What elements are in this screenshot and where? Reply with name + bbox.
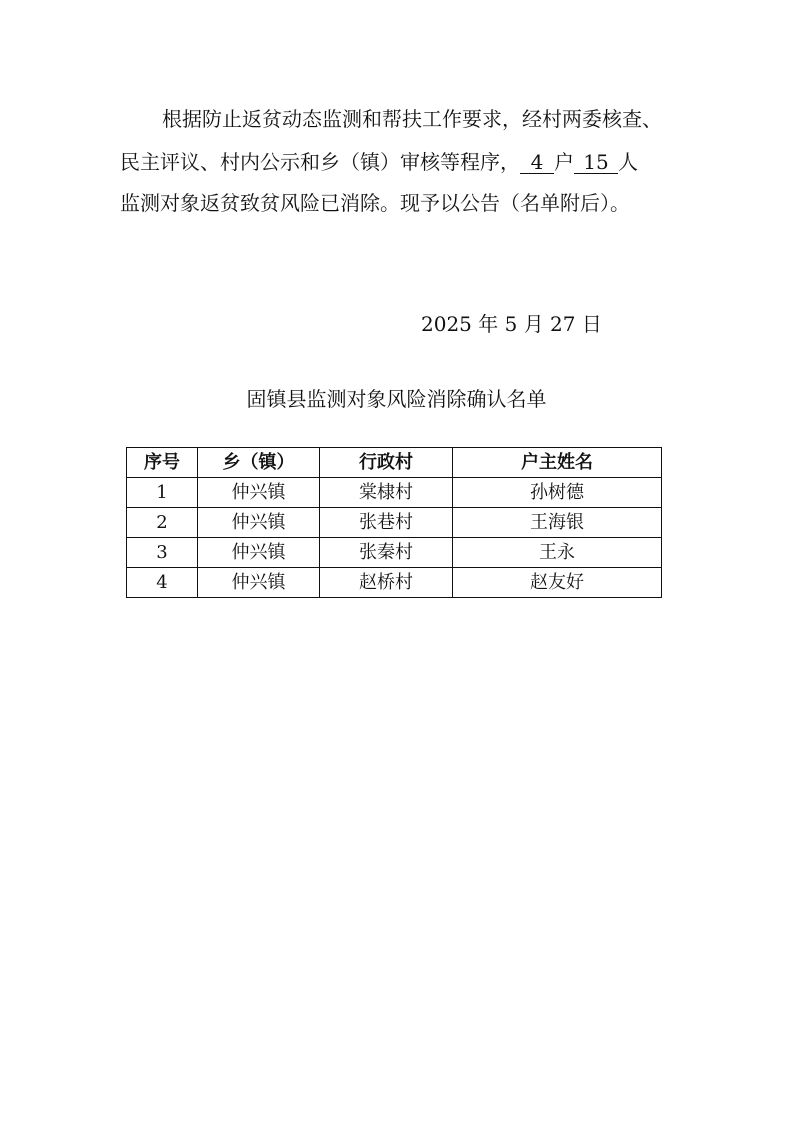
person-count: 15	[574, 151, 618, 174]
roster-table	[126, 447, 662, 598]
table-header-row	[127, 448, 662, 478]
notice-line-3: 监测对象返贫致贫风险已消除。现予以公告（名单附后）。	[120, 191, 630, 215]
cell-index: 1	[127, 478, 198, 508]
table-row	[127, 478, 662, 508]
cell-township: 仲兴镇	[198, 508, 320, 538]
household-unit: 户	[554, 150, 574, 174]
cell-householder: 王海银	[453, 508, 662, 538]
cell-township: 仲兴镇	[198, 478, 320, 508]
header-township: 乡（镇）	[198, 448, 320, 478]
cell-householder: 孙树德	[453, 478, 662, 508]
table-row	[127, 568, 662, 598]
household-count: 4	[520, 151, 554, 174]
cell-village: 张秦村	[320, 538, 453, 568]
cell-index: 3	[127, 538, 198, 568]
cell-householder: 赵友好	[453, 568, 662, 598]
header-householder: 户主姓名	[453, 448, 662, 478]
notice-date: 2025 年 5 月 27 日	[421, 312, 602, 336]
list-title: 固镇县监测对象风险消除确认名单	[246, 387, 547, 411]
cell-index: 4	[127, 568, 198, 598]
table-row	[127, 508, 662, 538]
cell-index: 2	[127, 508, 198, 538]
table-row	[127, 538, 662, 568]
person-unit: 人	[618, 150, 638, 174]
cell-township: 仲兴镇	[198, 568, 320, 598]
cell-householder: 王永	[453, 538, 662, 568]
cell-village: 张巷村	[320, 508, 453, 538]
header-index: 序号	[127, 448, 198, 478]
notice-line-2	[120, 150, 638, 174]
cell-village: 赵桥村	[320, 568, 453, 598]
header-village: 行政村	[320, 448, 453, 478]
notice-line-1: 根据防止返贫动态监测和帮扶工作要求，经村两委核查、	[162, 107, 662, 131]
cell-village: 棠棣村	[320, 478, 453, 508]
cell-township: 仲兴镇	[198, 538, 320, 568]
notice-line-2-text: 民主评议、村内公示和乡（镇）审核等程序，	[120, 150, 520, 174]
